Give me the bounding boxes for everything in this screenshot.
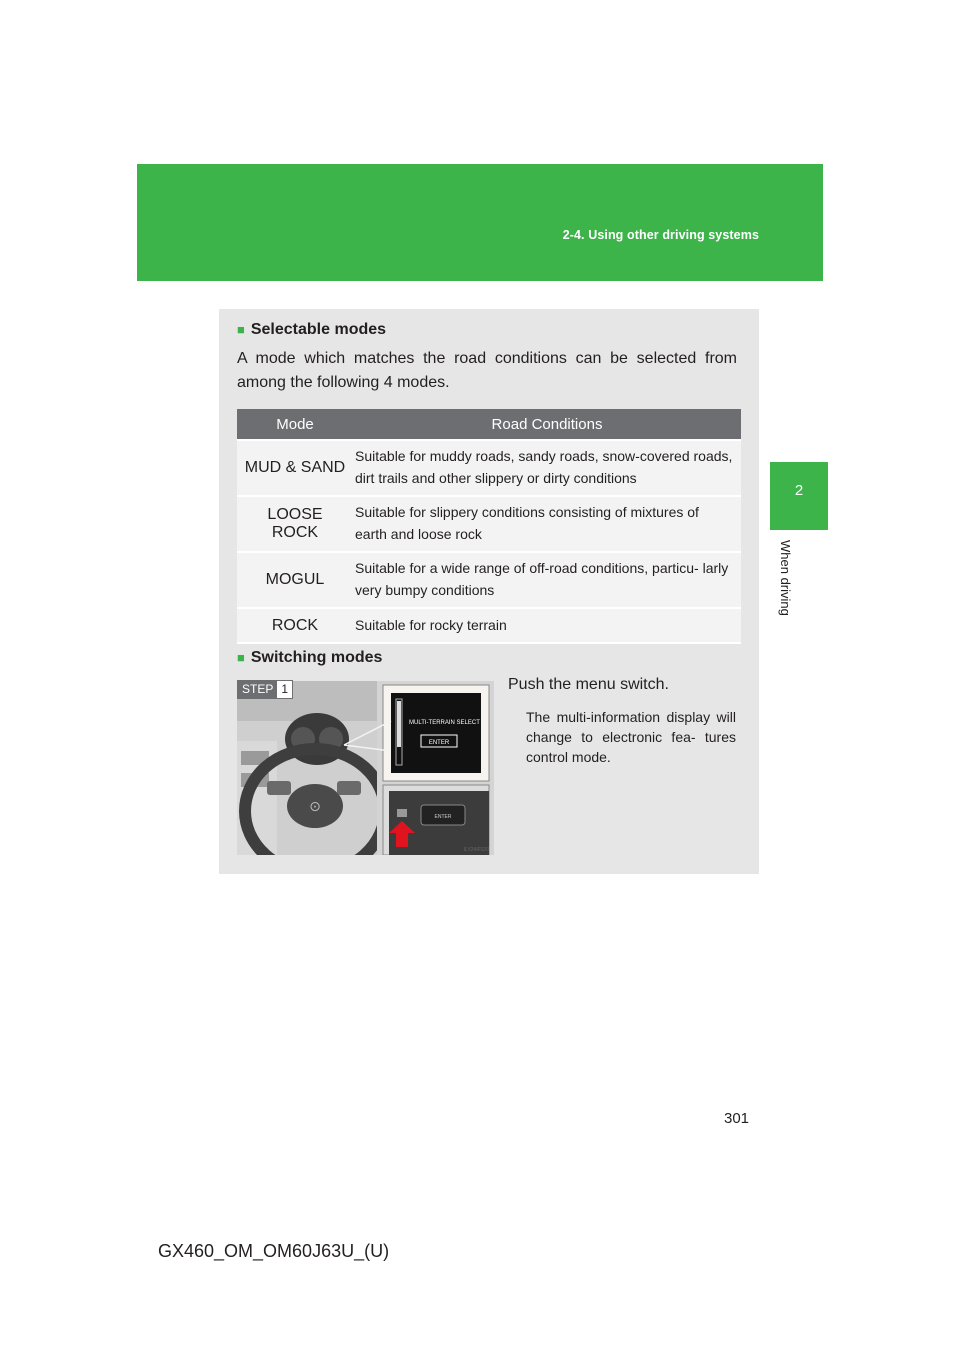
step-label: STEP <box>242 682 274 696</box>
condition-cell: Suitable for a wide range of off-road conditions, particu- larly very bumpy conditions <box>353 552 741 608</box>
display-title: MULTI-TERRAIN SELECT <box>409 720 480 726</box>
square-bullet-icon: ■ <box>237 650 245 665</box>
chapter-tab[interactable] <box>770 462 828 530</box>
chapter-number: 2 <box>794 482 804 499</box>
condition-cell: Suitable for rocky terrain <box>353 608 741 643</box>
step-number: 1 <box>277 681 292 698</box>
header-bar <box>137 164 823 281</box>
svg-text:⊙: ⊙ <box>309 798 321 814</box>
page-number: 301 <box>724 1110 750 1127</box>
chapter-label: When driving <box>778 540 793 616</box>
step-instruction: Push the menu switch. <box>508 676 669 693</box>
modes-table <box>237 409 741 644</box>
steering-wheel-illustration <box>237 681 494 855</box>
table-row <box>237 552 741 608</box>
section-title: 2-4. Using other driving systems <box>562 228 759 242</box>
table-header-mode: Mode <box>237 409 353 440</box>
display-enter: ENTER <box>428 740 450 746</box>
step-note: The multi-information display will change to electronic fea- tures control mode. <box>526 709 736 765</box>
mode-cell: ROCK <box>237 608 353 643</box>
condition-cell: Suitable for slippery conditions consisting of mixtures of earth and loose rock <box>353 496 741 552</box>
condition-cell: Suitable for muddy roads, sandy roads, snow-covered roads, dirt trails and other slippery or dirty conditions <box>353 440 741 496</box>
table-header-conditions: Road Conditions <box>353 409 741 440</box>
image-code: ILY24IF020 <box>463 847 489 853</box>
switching-modes-heading: ■ Switching modes <box>237 649 383 666</box>
square-bullet-icon: ■ <box>237 322 245 337</box>
table-row <box>237 608 741 643</box>
switch-enter-label: ENTER <box>434 814 452 820</box>
selectable-modes-intro: A mode which matches the road conditions can be selected from among the following 4 modes. <box>237 350 737 391</box>
document-code: GX460_OM_OM60J63U_(U) <box>158 1241 390 1261</box>
mode-cell: LOOSE ROCK <box>237 496 353 552</box>
table-row <box>237 496 741 552</box>
table-row <box>237 440 741 496</box>
mode-cell: MUD & SAND <box>237 440 353 496</box>
selectable-modes-heading: ■ Selectable modes <box>237 321 387 338</box>
mode-cell: MOGUL <box>237 552 353 608</box>
content-panel <box>219 309 759 874</box>
step-badge <box>237 680 293 699</box>
